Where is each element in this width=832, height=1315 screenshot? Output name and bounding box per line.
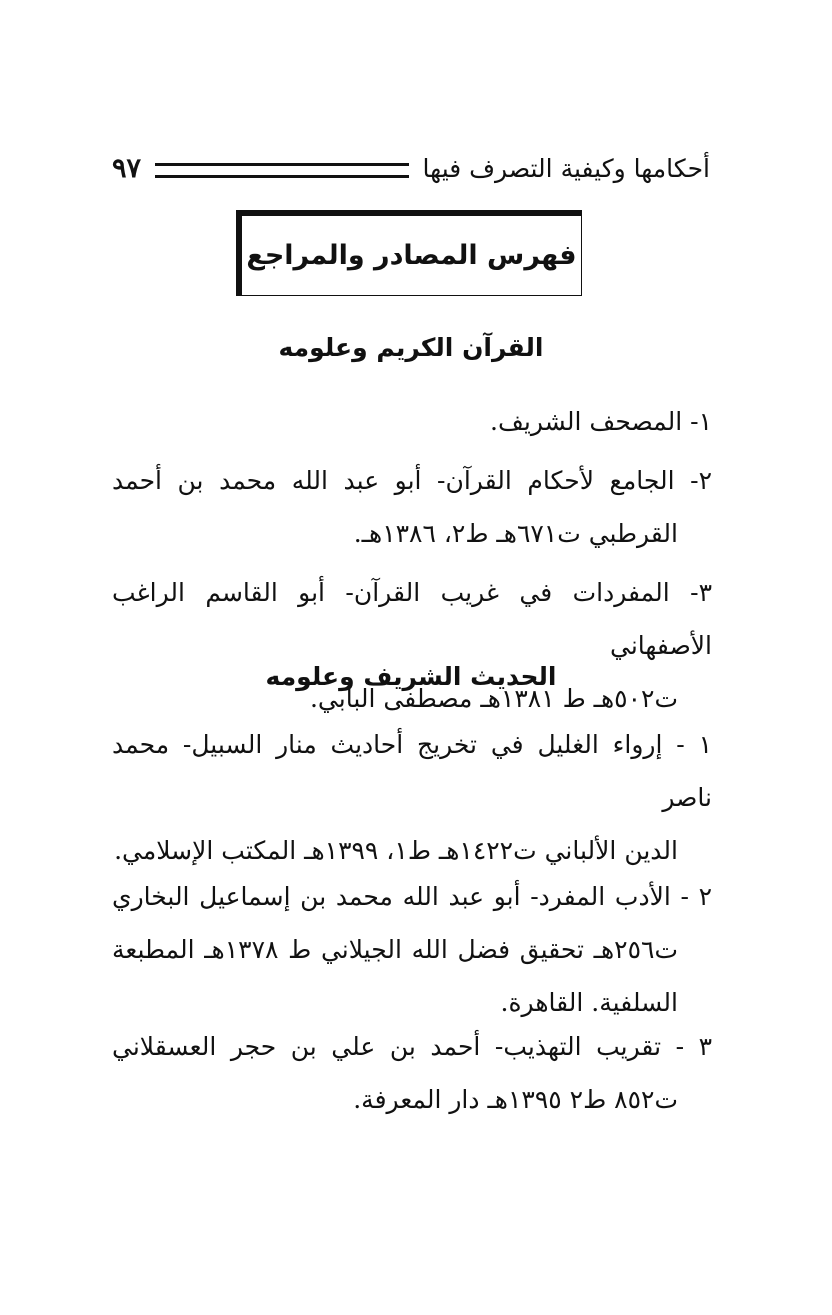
entry-continuation: ت٥٠٢هـ ط ١٣٨١هـ مصطفى البابي. [309, 684, 678, 713]
entry-text: تقريب التهذيب- أحمد بن علي بن حجر العسقلاني [112, 1032, 662, 1061]
entry-first-line [112, 1020, 712, 1073]
entry-number: ٢- [674, 466, 712, 495]
list-item [112, 395, 712, 448]
entry-continuation: القرطبي ت٦٧١هـ ط٢، ١٣٨٦هـ. [353, 519, 678, 548]
entry-first-line [112, 718, 712, 824]
entry-continuation: الدين الألباني ت١٤٢٢هـ ط١، ١٣٩٩هـ المكتب الإسلامي. [114, 836, 678, 865]
list-item [112, 566, 712, 725]
list-item [112, 870, 712, 1029]
entry-first-line [112, 566, 712, 672]
entry-number: ٣ - [661, 1032, 712, 1061]
entry-text: الجامع لأحكام القرآن- أبو عبد الله محمد بن أحمد [112, 466, 675, 495]
entry-text: الأدب المفرد- أبو عبد الله محمد بن إسماعيل البخاري [112, 882, 671, 911]
entry-text: المفردات في غريب القرآن- أبو القاسم الراغب الأصفهاني [112, 578, 712, 660]
index-title: فهرس المصادر والمراجع [246, 240, 577, 271]
list-item [112, 1020, 712, 1126]
entry-first-line [112, 454, 712, 507]
entry-number: ١- [682, 407, 712, 436]
entry-continuation: ت٢٥٦هـ تحقيق فضل الله الجيلاني ط ١٣٧٨هـ المطبعة السلفية. القاهرة. [112, 935, 678, 1017]
entry-number: ١ - [662, 730, 712, 759]
entry-text: إرواء الغليل في تخريج أحاديث منار السبيل- محمد ناصر [112, 730, 712, 812]
entry-continuation: ت٨٥٢ ط٢ ١٣٩٥هـ دار المعرفة. [353, 1085, 678, 1114]
list-item [112, 454, 712, 560]
running-title: أحكامها وكيفية التصرف فيها [422, 153, 710, 183]
section-heading-hadith: الحديث الشريف وعلومه [265, 662, 557, 691]
running-header [112, 148, 710, 188]
header-double-rule [155, 163, 409, 178]
index-title-frame [236, 210, 582, 296]
entry-first-line [112, 870, 712, 923]
entry-number: ٣- [669, 578, 712, 607]
entry-text: المصحف الشريف. [490, 407, 683, 436]
section-heading-quran: القرآن الكريم وعلومه [278, 333, 544, 362]
list-item [112, 718, 712, 877]
page-number: ٩٧ [112, 152, 142, 184]
entry-first-line [112, 395, 712, 448]
entry-number: ٢ - [670, 882, 712, 911]
